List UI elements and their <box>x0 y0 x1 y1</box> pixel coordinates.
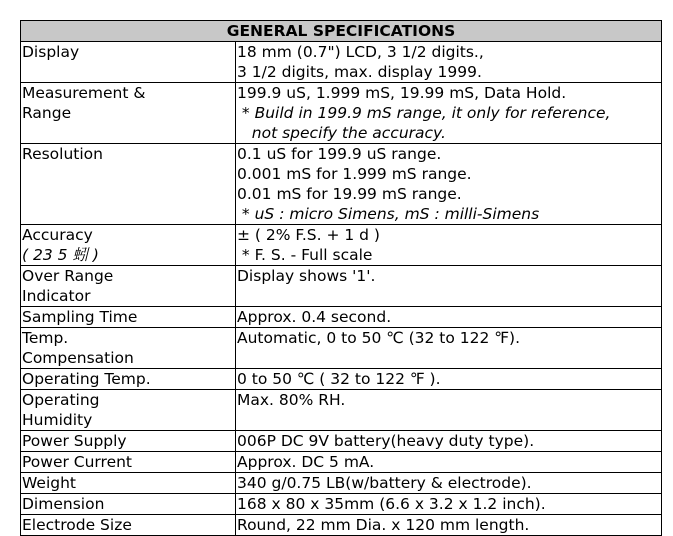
spec-value-cell <box>236 83 662 144</box>
spec-value-cell <box>236 369 662 390</box>
spec-label-cell <box>21 225 236 266</box>
spec-value: Approx. 0.4 second. <box>237 308 392 326</box>
spec-value: 199.9 uS, 1.999 mS, 19.99 mS, Data Hold. <box>237 84 567 102</box>
table-row <box>21 515 662 536</box>
spec-value-cell <box>236 328 662 369</box>
spec-label: Weight <box>22 474 77 492</box>
spec-value: 006P DC 9V battery(heavy duty type). <box>237 432 535 450</box>
spec-label-cell <box>21 515 236 536</box>
spec-label-cell <box>21 431 236 452</box>
table-body <box>21 42 662 536</box>
spec-label: Indicator <box>22 287 91 305</box>
spec-value: 340 g/0.75 LB(w/battery & electrode). <box>237 474 532 492</box>
spec-label-cell <box>21 452 236 473</box>
spec-value-cell <box>236 144 662 225</box>
spec-note: not specify the accuracy. <box>237 124 446 142</box>
spec-label-cell <box>21 494 236 515</box>
spec-label-cell <box>21 473 236 494</box>
table-title: GENERAL SPECIFICATIONS <box>21 21 662 42</box>
spec-label: Power Supply <box>22 432 127 450</box>
spec-value: Approx. DC 5 mA. <box>237 453 375 471</box>
spec-value: 168 x 80 x 35mm (6.6 x 3.2 x 1.2 inch). <box>237 495 546 513</box>
table-row <box>21 144 662 225</box>
spec-value-cell <box>236 473 662 494</box>
spec-label: Temp. <box>22 329 69 347</box>
table-row <box>21 369 662 390</box>
spec-label-cell <box>21 307 236 328</box>
table-row <box>21 431 662 452</box>
spec-value-cell <box>236 452 662 473</box>
spec-label: Power Current <box>22 453 133 471</box>
spec-value: Automatic, 0 to 50 ℃ (32 to 122 ℉). <box>237 329 521 347</box>
table-row <box>21 83 662 144</box>
spec-label: Operating Temp. <box>22 370 151 388</box>
spec-label-cell <box>21 266 236 307</box>
spec-value: * F. S. - Full scale <box>237 246 373 264</box>
spec-value: 3 1/2 digits, max. display 1999. <box>237 63 482 81</box>
spec-value-cell <box>236 307 662 328</box>
spec-label: Over Range <box>22 267 114 285</box>
spec-label-cell <box>21 144 236 225</box>
spec-value-cell <box>236 390 662 431</box>
spec-value: Max. 80% RH. <box>237 391 346 409</box>
spec-label-cell <box>21 390 236 431</box>
table-row <box>21 266 662 307</box>
spec-value: 0.001 mS for 1.999 mS range. <box>237 165 472 183</box>
spec-label: Dimension <box>22 495 105 513</box>
spec-label: Humidity <box>22 411 93 429</box>
spec-label: Operating <box>22 391 100 409</box>
spec-value: 0.01 mS for 19.99 mS range. <box>237 185 462 203</box>
spec-label: Range <box>22 104 72 122</box>
spec-value-cell <box>236 494 662 515</box>
spec-note: * uS : micro Simens, mS : milli-Simens <box>237 205 540 223</box>
spec-label: ( 23 5 蚓 ) <box>22 246 99 264</box>
spec-value-cell <box>236 431 662 452</box>
table-row <box>21 42 662 83</box>
table-row <box>21 452 662 473</box>
spec-label: Electrode Size <box>22 516 132 534</box>
spec-value-cell <box>236 225 662 266</box>
spec-label-cell <box>21 83 236 144</box>
spec-value: 18 mm (0.7") LCD, 3 1/2 digits., <box>237 43 484 61</box>
spec-label-cell <box>21 369 236 390</box>
spec-value: Round, 22 mm Dia. x 120 mm length. <box>237 516 530 534</box>
spec-value: ± ( 2% F.S. + 1 d ) <box>237 226 380 244</box>
spec-label: Sampling Time <box>22 308 138 326</box>
spec-value: Display shows '1'. <box>237 267 376 285</box>
table-header-row <box>21 21 662 42</box>
table-row <box>21 225 662 266</box>
spec-label: Measurement & <box>22 84 146 102</box>
spec-label: Resolution <box>22 145 103 163</box>
table-row <box>21 390 662 431</box>
table-row <box>21 307 662 328</box>
spec-value-cell <box>236 515 662 536</box>
spec-label-cell <box>21 42 236 83</box>
spec-value-cell <box>236 42 662 83</box>
spec-value: 0.1 uS for 199.9 uS range. <box>237 145 442 163</box>
table-row <box>21 494 662 515</box>
table-row <box>21 473 662 494</box>
table-row <box>21 328 662 369</box>
spec-label: Accuracy <box>22 226 93 244</box>
spec-value: 0 to 50 ℃ ( 32 to 122 ℉ ). <box>237 370 441 388</box>
spec-label: Compensation <box>22 349 134 367</box>
spec-label-cell <box>21 328 236 369</box>
specifications-table <box>20 20 662 536</box>
spec-value-cell <box>236 266 662 307</box>
spec-note: * Build in 199.9 mS range, it only for reference, <box>237 104 611 122</box>
spec-label: Display <box>22 43 80 61</box>
